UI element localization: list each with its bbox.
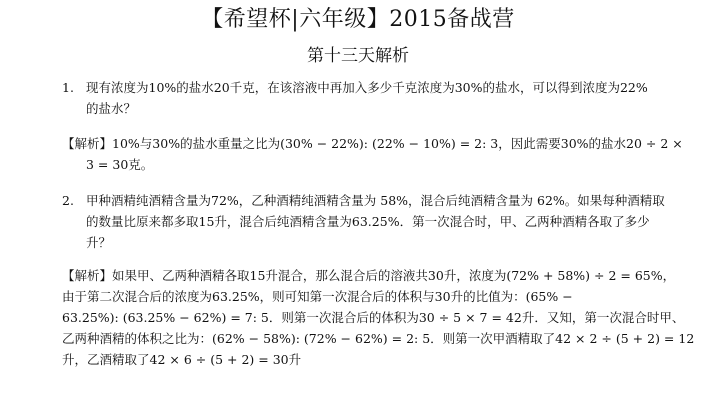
- answer-2-line-3: 63.25%): (63.25% − 62%) = 7: 5．则第一次混合后的体积为30 ÷ 5 × 7 = 42升．又知，第一次混合时甲、: [62, 310, 685, 325]
- question-1-line-2: 的盐水？: [86, 101, 137, 116]
- question-2-number: 2.: [62, 193, 74, 208]
- answer-2-line-2: 由于第二次混合后的浓度为63.25%，则可知第一次混合后的体积与30升的比值为：(65% −: [62, 289, 573, 304]
- page-subtitle: 第十三天解析: [307, 46, 409, 66]
- question-2-line-1: 甲种酒精纯酒精含量为72%，乙种酒精纯酒精含量为 58%，混合后纯酒精含量为 62%。如果每种酒精取: [86, 193, 665, 208]
- answer-2-line-4: 乙两种酒精的体积之比为：(62% − 58%): (72% − 62%) = 2: 5．则第一次甲酒精取了42 × 2 ÷ (5 + 2) = 12: [62, 331, 695, 346]
- answer-2-line-5: 升，乙酒精取了42 × 6 ÷ (5 + 2) = 30升: [62, 352, 302, 367]
- question-1-number: 1.: [62, 80, 74, 95]
- question-1-line-1: 现有浓度为10%的盐水20千克，在该溶液中再加入多少千克浓度为30%的盐水，可以得到浓度为22%: [86, 80, 648, 95]
- question-2-line-3: 升？: [86, 235, 112, 250]
- question-2-line-2: 的数量比原来都多取15升，混合后纯酒精含量为63.25%．第一次混合时，甲、乙两种酒精各取了多少: [86, 214, 650, 229]
- answer-2-line-1: 【解析】如果甲、乙两种酒精各取15升混合，那么混合后的溶液共30升，浓度为(72% + 58%) ÷ 2 = 65%，: [62, 268, 676, 283]
- page-title: 【希望杯|六年级】2015备战营: [201, 7, 515, 32]
- answer-1-line-1: 【解析】10%与30%的盐水重量之比为(30% − 22%): (22% − 10%) = 2: 3，因此需要30%的盐水20 ÷ 2 ×: [62, 136, 683, 151]
- answer-1-line-2: 3 = 30克。: [86, 157, 154, 172]
